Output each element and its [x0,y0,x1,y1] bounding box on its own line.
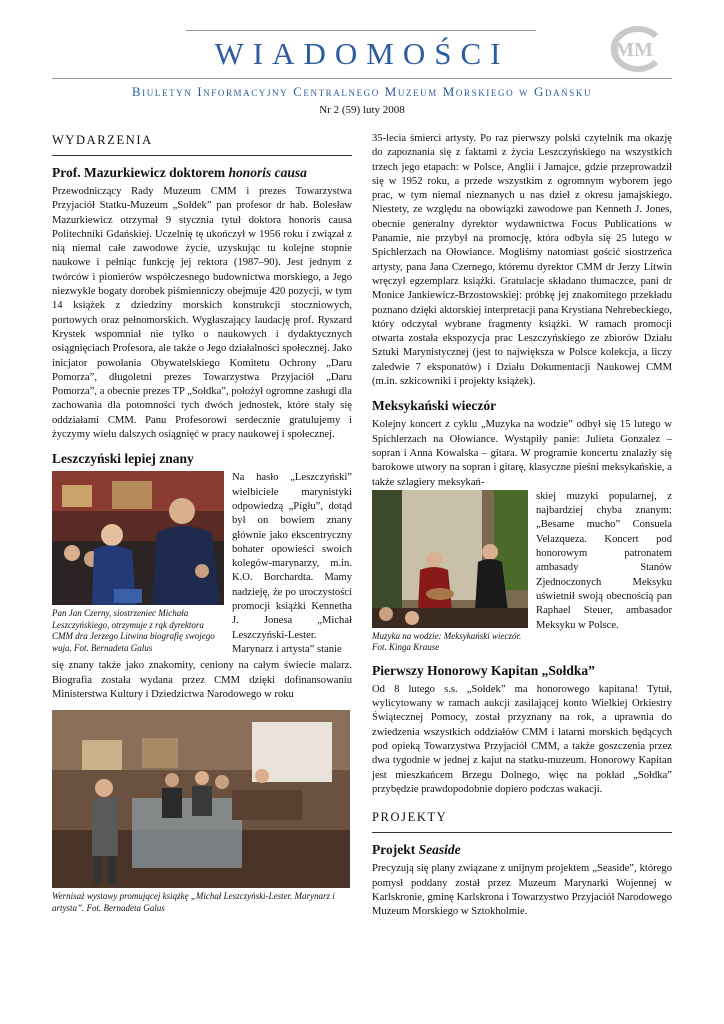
issue-number: Nr 2 (59) luty 2008 [319,104,405,116]
article-title-seaside: Projekt Seaside [372,842,461,858]
photo-award-caption: Pan Jan Czerny, siostrzeniec Michała Leszczyńskiego, otrzymuje z rąk dyrektora CMM dra Jerzego Litwina biografię swojego wuja. Fot. Bernadeta Galus [52,608,215,653]
article-text-honorary-captain: Od 8 lutego s.s. „Sołdek” ma honorowego kapitana! Tytuł, wylicytowany w ramach aukcji zasilającej konto Wielkiej Orkiestry Świątecznej Pomocy, został przyznany na rok, a uprawnia do zwiedzenia wszystkich oddziałów CMM i latarni morskich będących pod opieką Towarzystwa Przyjaciół CMM, a także goszczenia przez dwa tygodnie w jednej z kajut na statku-muzeum. Honorowy Kapitan jest mieszkańcem Brzegu Dolnego, więc na pokład „Sołdka” przybędzie prawdopodobnie dopiero podczas wakacji. [372,683,672,795]
article-text-seaside: Precyzują się plany związane z unijnym projektem „Seaside”, którego pomysł poddany został przez Muzeum Marynarki Wojennej w Karlskronie, gminę Karlskrona i Towarzystwo Przyjaciół Narodowego Muzeum Morskiego w Sztokholmie. [372,863,672,918]
header-rule-bottom [52,78,672,79]
photo-exhibition-caption: Wernisaż wystawy promującej książkę „Michał Leszczyński-Lester. Marynarz i artysta”. Fot. Bernadeta Galus [52,891,335,913]
article-title-italic: honoris causa [228,165,307,180]
photo-award-figure [52,471,224,654]
photo-concert-caption: Muzyka na wodzie: Meksykański wieczór. Fot. Kinga Krause [372,630,522,653]
article-text-mexican-float: skiej muzyki popularnej, z najbardziej chyba znanym: „Besame mucho” Consuela Velazqueza. Koncert pod honorowym patronatem ambasady Stanów Zjednoczonych Meksyku uświetnił swoją obecnością pan Raphael Steuer, ambasador Meksyku w Polsce. [536,490,672,631]
museum-logo-icon [596,24,666,72]
right-column [372,132,672,919]
article-text-mazurkiewicz: Przewodniczący Rady Muzeum CMM i prezes Towarzystwa Przyjaciół Statku-Muzeum „Sołdek” pan profesor dr hab. Bolesław Mazurkiewicz otrzymał 9 stycznia tytuł doktora honoris causa Politechniki Gdańskiej. Uczelnię tę ukończył w 1956 roku i związał z nią niemal całe zawodowe życie, uzyskując tu kolejne stopnie naukowe i pełniąc funkcję jej rektora (1987–90). Jest jednym z twórców i pionierów współczesnego budownictwa morskiego, a Jego niezwykle bogaty dorobek piśmienniczy obejmuje 420 pozycji, w tym 14 książek z dziedziny morskich konstrukcji stoczniowych, portowych oraz pełnomorskich. Wygłaszający laudację prof. Ryszard Krystek wspomniał nie tylko o naukowych i dydaktycznych osiągnięciach Profesora, ale także o Jego działalności społecznej. Jako inicjator powołania Obywatelskiego Komitetu Ochrony „Daru Pomorza”, długoletni prezes Towarzystwa Przyjaciół „Daru Pomorza”, a obecnie prezes TP „Sołdka”, położył ogromne zasługi dla zachowania dla potomności tych dwóch jednostek, które stały się oddziałami CMM. Panu Profesorowi serdecznie gratulujemy i życzymy wielu dalszych osiągnięć w pracy naukowej i społecznej. [52,186,352,441]
article-title-mexican-evening: Meksykański wieczór [372,398,497,414]
article-title-leszczynski: Leszczyński lepiej znany [52,451,194,467]
header-rule-top [186,30,536,31]
article-text-mexican-evening: Kolejny koncert z cyklu „Muzyka na wodzie” odbył się 15 lutego w Spichlerzach na Ołowiance. Wystąpiły panie: Julieta Gonzalez – sopran i Anna Kowalska – gitara. W programie koncertu znalazły się barokowe utwory na sopran i gitarę, klasyczne pieśni meksykańskie, a także szlagiery meksykań- [372,419,672,488]
article-title-honorary-captain: Pierwszy Honorowy Kapitan „Sołdka” [372,662,595,678]
photo-award-ceremony [52,471,224,605]
section-heading-events: WYDARZENIA [52,128,352,156]
logo-text: MM [615,39,653,61]
article-mexican-float [372,490,672,654]
article-text-leszczynski: się znany także jako znakomity, ceniony na całym świecie malarz. Biografia została wydana przez CMM dzięki dofinansowaniu Ministerstwa Kultury i Dziedzictwa Narodowego w roku [52,660,352,700]
photo-exhibition-figure [52,710,352,914]
masthead-title: WIADOMOŚCI [214,36,510,71]
photo-concert-figure [372,490,528,654]
section-heading-projects: PROJEKTY [372,805,672,833]
article-text-leszczynski-continued: 35-lecia śmierci artysty. Po raz pierwszy polski czytelnik ma okazję do zapoznania się z faktami z życia Leszczyńskiego na wszystkich trzech jego etapach: w Polsce, Anglii i Jamajce, gdzie przeprowadził się w 1952 roku, a przede wszystkim z ogromnym wyborem jego prac, w tym niemal nieznanych u nas dzieł z okresu jamajskiego. Niestety, ze względu na obowiązki zawodowe pan Kenneth J. Jones, obecnie generalny dyrektor wydawnictwa Focus Publications w Panamie, nie przybył na promocję, która odbyła się 25 lutego w Spichlerzach na Ołowiance. Mogliśmy natomiast gościć siostrzeńca artysty, pana Jana Czernego, któremu dyrektor CMM dr Jerzy Litwin wręczył egzemplarz książki. Gratulacje składano tłumaczce, pani dr Monice Jankiewicz-Brzostowskiej: próbkę jej znakomitego przekładu poznano dzięki aktorskiej interpretacji pana Krystiana Nehrebeckiego, który odczytał wybrane fragmenty książki. W ramach promocji otwarta została ekspozycja prac Leszczyńskiego ze zbiorów Działu Sztuki Marynistycznej (jest to największa w Polsce kolekcja, a liczy zaledwie 7 eksponatów) i Działu Dokumentacji Naukowej CMM (m.in. szkicowniki i projekty książek). [372,133,672,388]
article-title-mazurkiewicz: Prof. Mazurkiewicz doktorem honoris causa [52,165,307,180]
photo-exhibition-opening [52,710,350,888]
masthead-subtitle: Biuletyn Informacyjny Centralnego Muzeum Morskiego w Gdańsku [131,84,593,99]
article-leszczynski-float [52,471,352,657]
article-text-leszczynski-float: Na hasło „Leszczyński” wielbiciele marynistyki odpowiedzą „Pigłu”, dotąd był on bowiem znany głównie jako ekscentryczny bohater opowieści swoich kolegów-marynarzy, m.in. K.O. Borchardta. Mamy nadzieję, że po uroczystości promocji książki Kennetha J. Jonesa „Michał Leszczyński-Lester. Marynarz i artysta” stanie [232,472,352,655]
article-title-seaside-italic: Seaside [418,842,461,858]
photo-concert [372,490,528,628]
left-column [52,128,352,914]
